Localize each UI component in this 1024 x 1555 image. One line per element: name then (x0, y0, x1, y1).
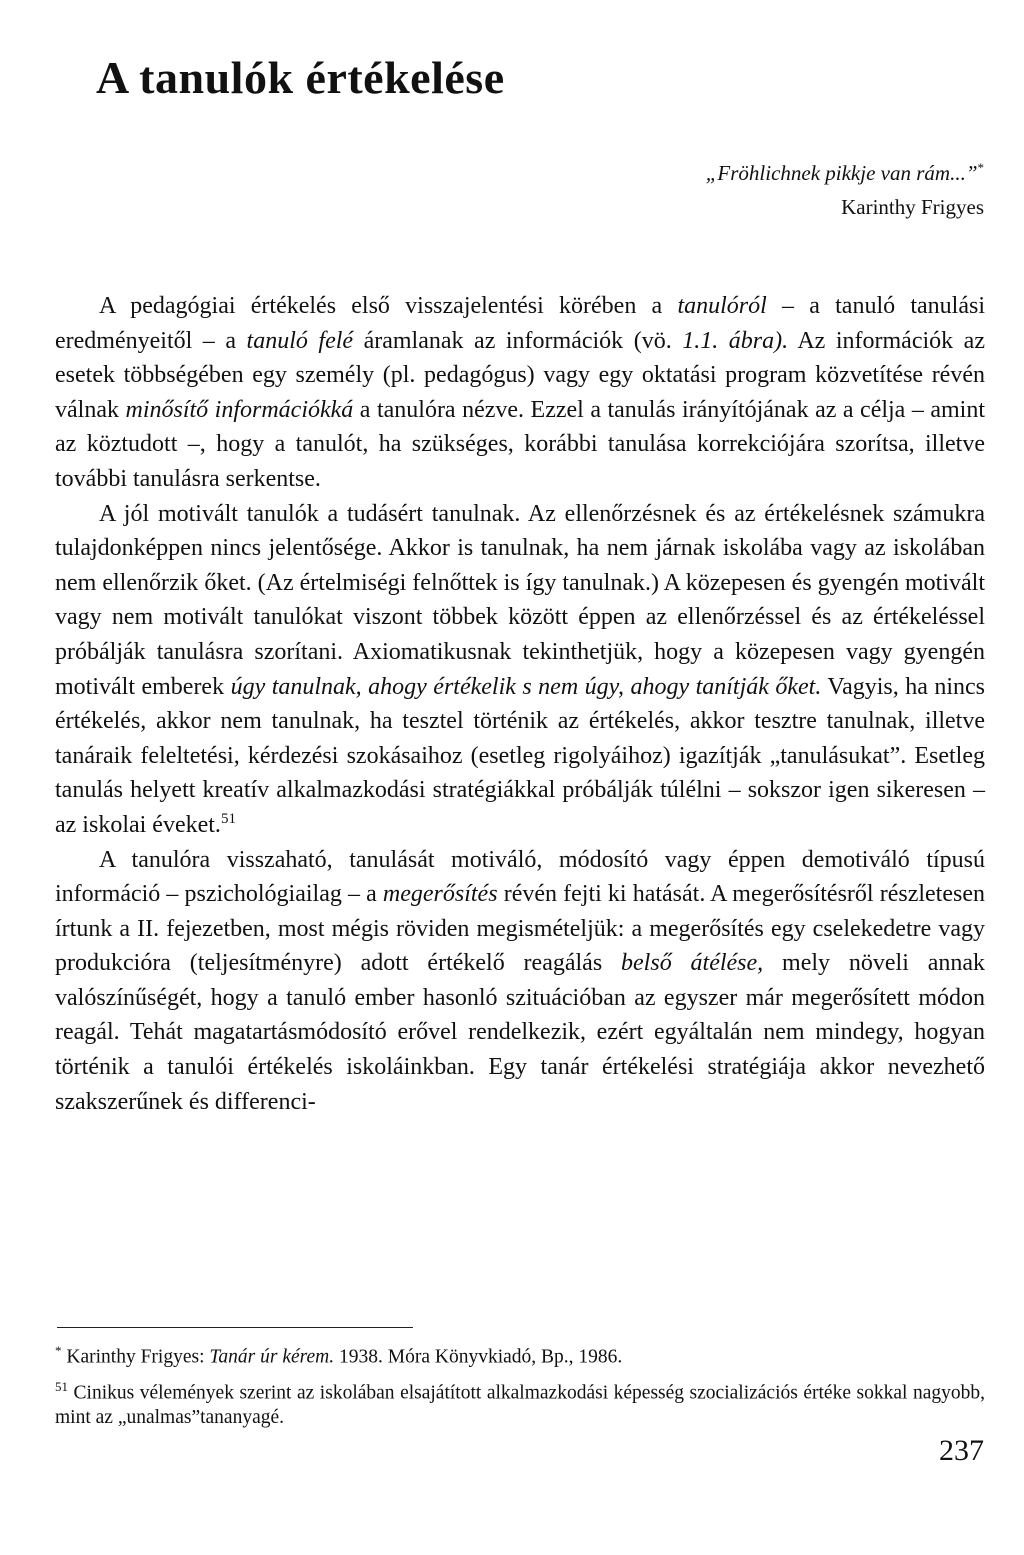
text-run: – a tanuló tanulási eredményeitől – a (55, 293, 985, 354)
footnote-reference: 51 (220, 810, 236, 827)
emphasis-text: Tanár úr kérem. (209, 1346, 335, 1368)
epigraph-author: Karinthy Frigyes (841, 195, 984, 219)
emphasis-text: 1.1. ábra). (682, 327, 789, 354)
footnote-divider (57, 1327, 413, 1328)
page-number: 237 (939, 1434, 984, 1467)
text-run: A jól motivált tanulók a tudásért tanulnak. Az ellenőrzésnek és az értékelésnek számukra tulajdonképpen nincs jelentősége. Akkor is tanulnak, ha nem járnak iskolába vagy az iskolában nem ellenőrzik őket. (Az értelmiségi felnőttek is így tanulnak.) A közepesen és gyengén motivált vagy nem motivált tanulókat viszont többek között éppen az ellenőrzéssel és az értékeléssel próbálják tanulásra szorítani. Axiomatikusnak tekinthetjük, hogy a közepesen vagy gyengén motivált emberek (55, 500, 985, 700)
text-run: révén fejti ki hatását. A megerősítésről részletesen írtunk a II. fejezetben, most mégis röviden megismételjük: a megerősítés egy cselekedetre vagy produkcióra (teljesítményre) adott értékelő reagálás (55, 881, 985, 977)
text-run: áramlanak az információk (vö. (353, 327, 683, 354)
footnotes (55, 1338, 985, 1434)
text-run: mely növeli annak valószínűségét, hogy a tanuló ember hasonló szituációban az egyszer már megerősített módon reagál. Tehát magatartásmódosító erővel rendelkezik, ezért egyáltalán nem mindegy, hogyan történik a tanulói értékelés iskoláinkban. Egy tanár értékelési stratégiája akkor nevezhető szakszerűnek és differenci- (55, 950, 986, 1115)
emphasis-text: úgy tanulnak, ahogy értékelik s nem úgy, ahogy tanítják őket. (230, 673, 822, 700)
body-text (55, 289, 985, 1119)
text-run: a tanulóra nézve. Ezzel a tanulás irányítójának az a célja – amint az köztudott –, hogy a tanulót, ha szükséges, korábbi tanulása korrekciójára szorítsa, illetve további tanulásra serkentse. (55, 396, 985, 492)
footnote (55, 1338, 985, 1370)
epigraph-footnote-marker: * (977, 160, 984, 175)
emphasis-text: minősítő információkká (125, 396, 354, 423)
text-run: 1938. Móra Könyvkiadó, Bp., 1986. (334, 1346, 623, 1368)
emphasis-text: belső átélése, (621, 950, 764, 977)
text-run: Az információk az esetek többségében egy személy (pl. pedagógus) vagy egy oktatási program közvetítése révén válnak (55, 327, 985, 423)
emphasis-text: tanuló felé (246, 327, 354, 354)
emphasis-text: tanulóról (677, 293, 767, 319)
paragraph (55, 497, 985, 843)
paragraph (55, 289, 985, 497)
footnote-reference: * (55, 1343, 62, 1358)
emphasis-text: megerősítés (382, 881, 498, 908)
text-run: Karinthy Frigyes: (61, 1346, 210, 1368)
epigraph-quote-text: „Fröhlichnek pikkje van rám...” (705, 161, 978, 185)
text-run: A tanulóra visszaható, tanulását motiváló, módosító vagy éppen demotiváló típusú információ – pszichológiailag – a (55, 846, 985, 908)
text-run: Vagyis, ha nincs értékelés, akkor nem tanulnak, ha tesztel történik az értékelés, akkor tesztre tanulnak, illetve tanáraik feleltetési, kérdezési szokásaihoz (esetleg rigolyáihoz) igazítják „tanulásukat”. Esetleg tanulás helyett kreatív alkalmazkodási stratégiákkal próbálják túlélni – sokszor igen sikeresen – az iskolai éveket. (55, 673, 985, 838)
footnote (55, 1374, 985, 1431)
chapter-title: A tanulók értékelése (96, 52, 505, 103)
text-run: A pedagógiai értékelés első visszajelentési körében a (99, 293, 678, 319)
footnote-reference: 51 (55, 1378, 68, 1394)
paragraph (55, 843, 985, 1120)
epigraph-quote (706, 154, 984, 187)
text-run: Cinikus vélemények szerint az iskolában elsajátított alkalmazkodási képesség szocializációs értéke sokkal nagyobb, mint az „unalmas”tananyagé. (55, 1382, 985, 1428)
